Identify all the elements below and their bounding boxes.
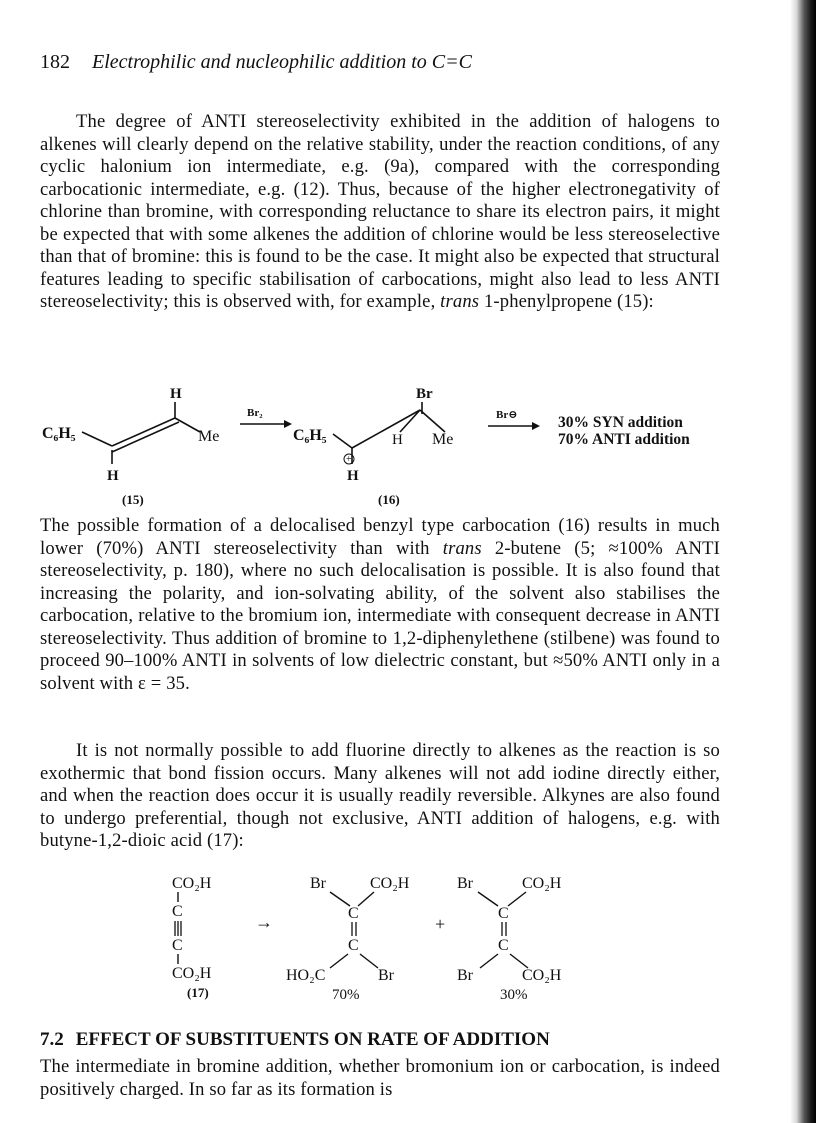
double-bond-b — [112, 422, 179, 452]
p1-group-co2h-top: CO₂H — [370, 875, 410, 892]
p2-percent: 30% — [500, 987, 528, 1003]
p2-atom-c-top: C — [498, 905, 509, 922]
p2-atom-br-top: Br — [457, 875, 473, 892]
group-co2h-bottom-17: CO₂H — [172, 965, 212, 982]
group-me-mid: Me — [432, 431, 454, 448]
p2-atom-br-bottom: Br — [457, 967, 473, 984]
arrow-br2-head — [284, 420, 292, 428]
group-me-left: Me — [198, 428, 220, 445]
reagent-br-minus: Br⊖ — [496, 409, 518, 421]
section-title: EFFECT OF SUBSTITUENTS ON RATE OF ADDITION — [75, 1029, 550, 1050]
atom-br-top: Br — [416, 386, 433, 402]
result-anti: 70% ANTI addition — [558, 431, 690, 448]
bond-me-mid — [420, 410, 445, 432]
section-heading — [40, 1028, 740, 1052]
p1-bond-br-bottom — [360, 954, 378, 968]
group-c6h5-mid: C₆H₅ — [293, 427, 327, 444]
p2-group-co2h-bottom: CO₂H — [522, 967, 562, 984]
page-number: 182 — [40, 51, 70, 73]
scheme-butynedioic-acid-bromination — [0, 870, 740, 1005]
arrow-br-minus-head — [532, 422, 540, 430]
p2-atom-c-bottom: C — [498, 937, 509, 954]
double-bond-a — [112, 418, 175, 446]
p2-bond-co2h-bottom — [510, 954, 528, 968]
paragraph-halogen-stereoselectivity: The degree of ANTI stereoselectivity exhibited in the addition of halogens to alkenes will clearly depend on the relative stability, under the reaction conditions, of any cyclic halonium ion intermediate, e.g. (9a), compared with the corresponding carbocationic intermediate, e.g. (12). Thus, because of the higher electronegativity of chlorine than bromine, with corresponding reluctance to share its electron pairs, it might be expected that with some alkenes the addition of chlorine would be less stereoselective than that of bromine: this is found to be the case. It might also be expected that structural features leading to specific stabilisation of carbocations, might also lead to less ANTI stereoselectivity; this is observed with, for example, trans 1-phenylpropene (15): — [40, 111, 720, 312]
label-16: (16) — [378, 492, 400, 507]
atom-h-bottom-mid: H — [347, 468, 359, 484]
p1-bond-ho2c — [330, 954, 348, 968]
atom-h-mid: H — [392, 432, 403, 448]
atom-c-top-17: C — [172, 903, 183, 920]
section-number: 7.2 — [40, 1029, 64, 1050]
p2-bond-br-top — [478, 892, 498, 906]
reagent-br2: Br₂ — [247, 407, 263, 419]
p1-atom-c-top: C — [348, 905, 359, 922]
paragraph-benzyl-carbocation: The possible formation of a delocalised benzyl type carbocation (16) results in much lower (70%) ANTI stereoselectivity than with trans 2-butene (5; ≈100% ANTI stereoselectivity, p. 180), where no such delocalisation is possible. It is also found that increasing the polarity, and ion-solvating ability, of the solvent also stabilises the carbocation, relative to the bromium ion, intermediate with consequent decrease in ANTI stereoselectivity. Thus addition of bromine to 1,2-diphenylethene (stilbene) was found to proceed 90–100% ANTI in solvents of low dielectric constant, but ≈50% ANTI only in a solvent with ε = 35. — [40, 515, 720, 694]
bond-h-mid — [400, 410, 420, 432]
p1-bond-br-top — [330, 892, 350, 906]
atom-h-bottom-left: H — [107, 468, 119, 484]
running-header — [40, 50, 740, 74]
p2-bond-co2h-top — [508, 892, 526, 906]
paragraph-fluorine-iodine-alkynes: It is not normally possible to add fluorine directly to alkenes as the reaction is so exothermic that bond fission occurs. Many alkenes will not add iodine directly either, and when the reaction does occur it is usually readily reversible. Alkynes are also found to undergo preferential, though not exclusive, ANTI addition of halogens, e.g. with butyne-1,2-dioic acid (17): — [40, 740, 720, 851]
group-c6h5-left: C₆H₅ — [42, 425, 76, 442]
result-syn: 30% SYN addition — [558, 414, 683, 431]
p1-atom-br-top: Br — [310, 875, 326, 892]
reaction-arrow: → — [255, 912, 273, 932]
bond-c6h5-left — [82, 432, 112, 446]
plus-charge: + — [346, 454, 352, 465]
p1-bond-co2h-top — [358, 892, 374, 906]
bond-me-left — [175, 418, 200, 432]
atom-h-top-left: H — [170, 386, 182, 402]
paragraph-substituent-effects: The intermediate in bromine addition, whether bromonium ion or carbocation, is indeed positively charged. In so far as its formation is — [40, 1056, 720, 1100]
p1-atom-br-bottom: Br — [378, 967, 394, 984]
bond-c-c-mid — [352, 410, 420, 448]
p2-bond-br-bottom — [480, 954, 498, 968]
scheme-phenylpropene-bromination — [0, 380, 740, 510]
p1-group-ho2c: HO₂C — [286, 967, 326, 984]
plus-sign: + — [435, 914, 446, 934]
p2-group-co2h-top: CO₂H — [522, 875, 562, 892]
book-spine-shadow — [790, 0, 816, 1123]
group-co2h-top-17: CO₂H — [172, 875, 212, 892]
p1-atom-c-bottom: C — [348, 937, 359, 954]
p1-percent: 70% — [332, 987, 360, 1003]
running-title: Electrophilic and nucleophilic addition to C=C — [92, 51, 472, 73]
bond-c6h5-mid — [333, 434, 352, 448]
label-15: (15) — [122, 492, 144, 507]
atom-c-bottom-17: C — [172, 937, 183, 954]
label-17: (17) — [187, 985, 209, 1000]
